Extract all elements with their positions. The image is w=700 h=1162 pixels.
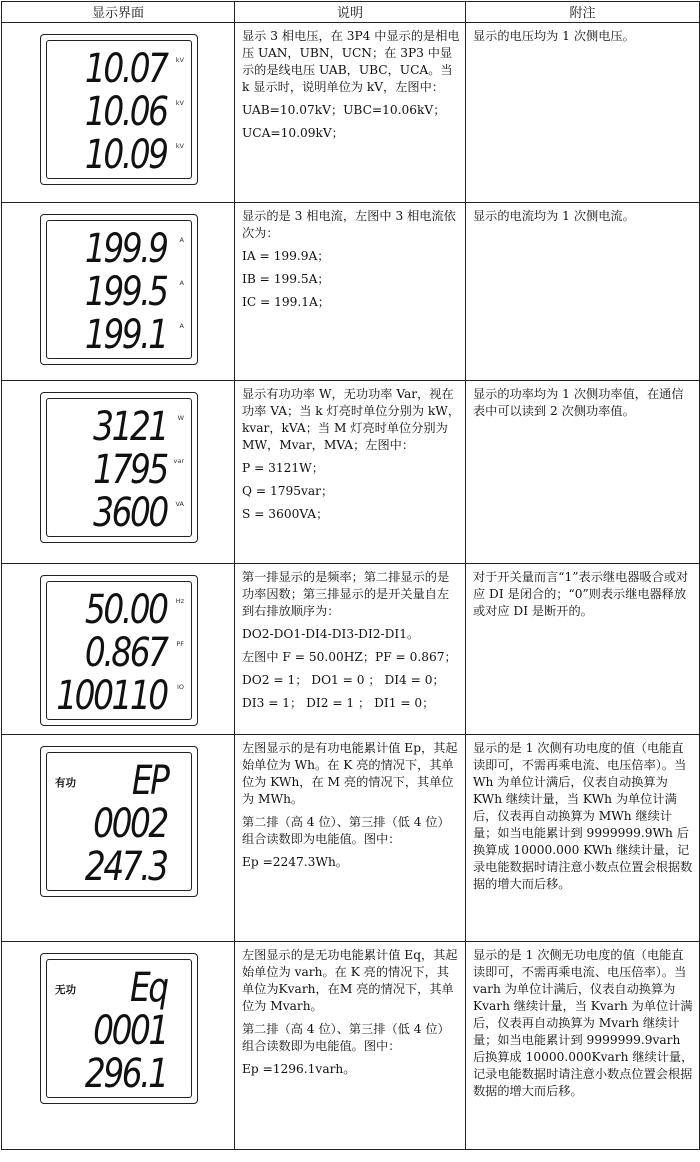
description-cell xyxy=(235,735,466,942)
description-line: 第二排（高 4 位）、第三排（低 4 位）组合读数即为电能值。图中： xyxy=(242,815,450,846)
lcd-reading: 100110 xyxy=(56,673,167,719)
lcd-screen xyxy=(46,40,192,179)
lcd-unit: var xyxy=(173,457,184,465)
description-line: 第一排显示的是频率；第二排显示的是功率因数；第三排显示的是开关量自左到右排放顺序为： xyxy=(242,570,450,618)
description-line: IB = 199.5A； xyxy=(242,272,330,286)
lcd-reading: 296.1 xyxy=(85,1051,167,1097)
lcd-unit: kV xyxy=(175,56,184,64)
table-row xyxy=(2,23,700,203)
description-cell xyxy=(235,564,466,735)
lcd-screen xyxy=(46,581,192,720)
lcd-reading: 247.3 xyxy=(85,844,167,890)
description-line: 显示的是 3 相电流，左图中 3 相电流依次为： xyxy=(242,209,456,240)
lcd-unit: kV xyxy=(175,142,184,150)
table-row xyxy=(2,203,700,381)
lcd-reading: 0001 xyxy=(93,1008,167,1054)
lcd-reading: 50.00 xyxy=(85,587,167,633)
lcd-side-label: 有功 xyxy=(55,777,76,789)
lcd-reading: 1795 xyxy=(93,447,167,493)
table-row xyxy=(2,564,700,735)
header-display: 显示界面 xyxy=(2,2,235,23)
header-note: 附注 xyxy=(466,2,700,23)
lcd-reading: 0.867 xyxy=(85,630,167,676)
display-cell xyxy=(2,564,235,735)
spec-table xyxy=(1,1,700,1150)
lcd-reading: Eq xyxy=(130,965,167,1011)
note-line: 显示的是 1 次侧有功电度的值（电能直读即可，不需再乘电流、电压倍率）。当 Wh 为单位计满后，仪表自动换算为 KWh 继续计量，当 KWh 为单位计满后，仪表再自动换算为 MWh 继续计量；如当电能累计到 9999999.9Wh 后换算成 10000.000 KWh 继续计量，记录电能数据时请注意小数点位置会根据数据的增大而后移。 xyxy=(473,741,693,891)
lcd-unit: A xyxy=(179,236,184,244)
note-cell xyxy=(466,23,700,203)
description-line: 显示有功功率 W，无功功率 Var，视在功率 VA；当 k 灯亮时单位分别为 kW，kvar，kVA；当 M 灯亮时单位分别为 MW，Mvar，MVA；左图中： xyxy=(242,387,461,452)
note-cell xyxy=(466,203,700,381)
display-cell xyxy=(2,735,235,942)
lcd-unit: Hz xyxy=(175,597,184,605)
description-line: 左图显示的是有功电能累计值 Ep，其起始单位为 Wh。在 K 亮的情况下，其单位为 KWh，在 M 亮的情况下，其单位为 MWh。 xyxy=(242,741,458,806)
header-row xyxy=(2,2,700,23)
table-row xyxy=(2,735,700,942)
lcd-unit: VA xyxy=(175,500,184,508)
display-cell xyxy=(2,23,235,203)
description-cell xyxy=(235,381,466,564)
lcd-reading: EP xyxy=(131,758,167,804)
lcd-reading: 3600 xyxy=(93,490,167,536)
note-cell xyxy=(466,381,700,564)
description-line: Ep =1296.1varh。 xyxy=(242,1062,356,1076)
description-line: IA = 199.9A； xyxy=(242,249,330,263)
lcd-screen xyxy=(46,220,192,359)
description-line: UCA=10.09kV； xyxy=(242,126,344,140)
lcd-panel xyxy=(40,34,198,185)
description-line: P = 3121W； xyxy=(242,461,324,475)
note-line: 对于开关量而言“1”表示继电器吸合或对应 DI 是闭合的；“0”则表示继电器释放或对应 DI 是断开的。 xyxy=(473,570,689,618)
note-line: 显示的是 1 次侧无功电度的值（电能直读即可，不需再乘电流、电压倍率）。当 varh 为单位计满后，仪表自动换算为 Kvarh 继续计量，当 Kvarh 为单位计满后，仪表再自动换算为 Mvarh 继续计量；如当电能累计到 9999999.9varh 后换算成 10000.000Kvarh 继续计量，记录电能数据时请注意小数点位置会根据数据的增大而后移。 xyxy=(473,948,694,1098)
lcd-unit: A xyxy=(179,322,184,330)
lcd-reading: 3121 xyxy=(93,404,167,450)
note-cell xyxy=(466,735,700,942)
lcd-reading: 10.06 xyxy=(85,89,167,135)
note-line: 显示的电流均为 1 次侧电流。 xyxy=(473,209,635,223)
description-line: DO2 = 1； DO1 = 0 ； DI4 = 0； xyxy=(242,673,445,687)
note-line: 显示的电压均为 1 次侧电压。 xyxy=(473,29,635,43)
description-line: Q = 1795var； xyxy=(242,484,334,498)
lcd-screen xyxy=(46,398,192,537)
note-cell xyxy=(466,564,700,735)
lcd-unit: PF xyxy=(176,640,184,648)
display-cell xyxy=(2,381,235,564)
lcd-reading: 10.09 xyxy=(85,132,167,178)
lcd-screen xyxy=(46,752,192,891)
description-cell xyxy=(235,942,466,1150)
description-cell xyxy=(235,23,466,203)
description-line: S = 3600VA； xyxy=(242,507,329,521)
lcd-panel xyxy=(40,575,198,726)
description-line: DO2-DO1-DI4-DI3-DI2-DI1。 xyxy=(242,627,420,641)
lcd-unit: kV xyxy=(175,99,184,107)
lcd-unit: W xyxy=(177,414,184,422)
note-line: 显示的功率均为 1 次侧功率值，在通信表中可以读到 2 次侧功率值。 xyxy=(473,387,684,418)
display-cell xyxy=(2,942,235,1150)
lcd-reading: 199.1 xyxy=(85,312,167,358)
description-line: Ep =2247.3Wh。 xyxy=(242,855,348,869)
header-description: 说明 xyxy=(235,2,466,23)
description-cell xyxy=(235,203,466,381)
lcd-panel xyxy=(40,214,198,365)
lcd-unit: IO xyxy=(176,683,184,691)
lcd-unit: A xyxy=(179,279,184,287)
description-line: IC = 199.1A； xyxy=(242,295,330,309)
table-row xyxy=(2,381,700,564)
lcd-panel xyxy=(40,392,198,543)
lcd-panel xyxy=(40,746,198,897)
description-line: UAB=10.07kV；UBC=10.06kV； xyxy=(242,103,446,117)
description-line: DI3 = 1； DI2 = 1 ； DI1 = 0； xyxy=(242,696,435,710)
display-cell xyxy=(2,203,235,381)
lcd-panel xyxy=(40,953,198,1104)
description-line: 左图显示的是无功电能累计值 Eq，其起始单位为 varh。在 K 亮的情况下，其单位为Kvarh，在M 亮的情况下，其单位为 Mvarh。 xyxy=(242,948,458,1013)
table-row xyxy=(2,942,700,1150)
lcd-reading: 0002 xyxy=(93,801,167,847)
lcd-reading: 199.5 xyxy=(85,269,167,315)
lcd-screen xyxy=(46,959,192,1098)
description-line: 第二排（高 4 位）、第三排（低 4 位）组合读数即为电能值。图中： xyxy=(242,1022,450,1053)
lcd-reading: 199.9 xyxy=(85,226,167,272)
lcd-side-label: 无功 xyxy=(55,984,76,996)
description-line: 左图中 F = 50.00HZ；PF = 0.867； xyxy=(242,650,457,664)
description-line: 显示 3 相电压，在 3P4 中显示的是相电压 UAN，UBN，UCN；在 3P3 中显示的是线电压 UAB，UBC，UCA。当 k 显示时，说明单位为 kV，左图中： xyxy=(242,29,460,94)
note-cell xyxy=(466,942,700,1150)
lcd-reading: 10.07 xyxy=(85,46,167,92)
